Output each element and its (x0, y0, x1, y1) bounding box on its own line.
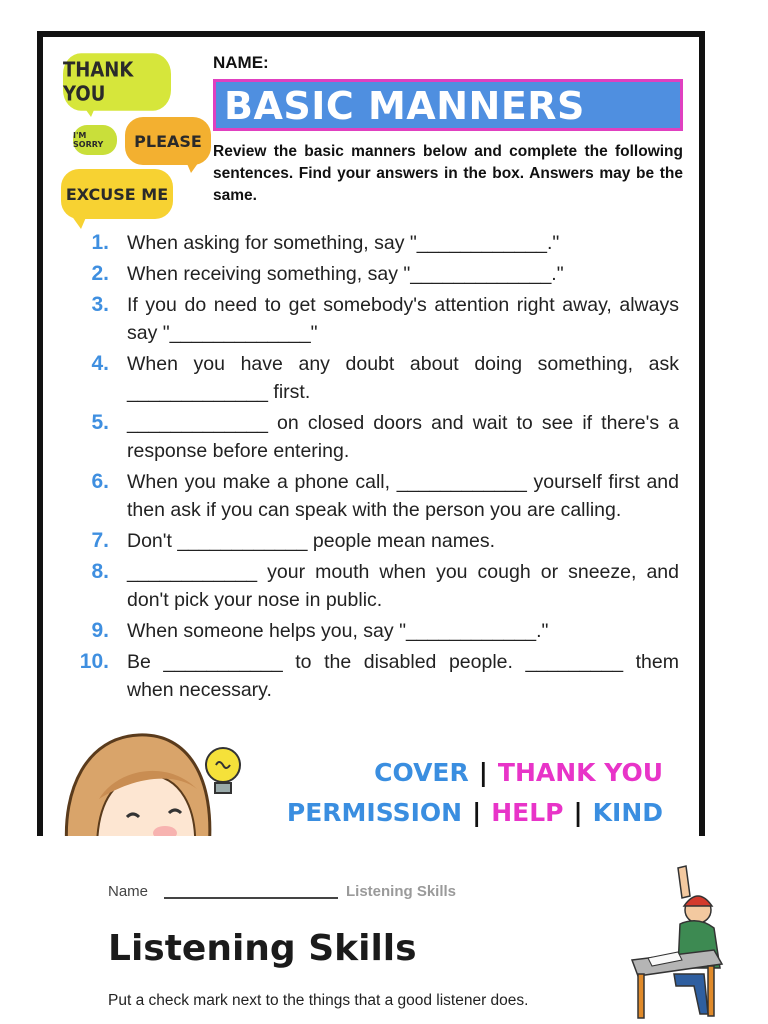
answer-row (203, 753, 663, 793)
name-label: Name (108, 883, 149, 900)
question-text: ____________ your mouth when you cough or sneeze, and don't pick your nose in public. (127, 561, 679, 611)
question-number: 9. (91, 619, 109, 642)
question-number: 7. (91, 529, 109, 552)
answer-box (203, 753, 663, 833)
question-text: Don't ____________ people mean names. (127, 530, 496, 552)
answer-row (203, 793, 663, 833)
answer-separator: | (472, 798, 482, 827)
page-title: BASIC MANNERS (224, 84, 585, 128)
answer-word: KIND (592, 798, 663, 827)
question-number: 4. (91, 352, 109, 375)
question-number: 2. (91, 262, 109, 285)
girl-illustration (57, 729, 217, 836)
name-label: NAME: (213, 53, 269, 72)
question-number: 1. (91, 231, 109, 254)
name-field-line[interactable] (164, 897, 338, 899)
question-item (67, 291, 679, 347)
question-item (67, 527, 679, 555)
question-number: 5. (91, 411, 109, 434)
question-text: _____________ on closed doors and wait to see if there's a response before entering. (127, 412, 679, 462)
question-text: When receiving something, say "_____________." (127, 263, 564, 285)
question-text: If you do need to get somebody's attention right away, always say "_____________" (127, 294, 679, 344)
question-text: When someone helps you, say "____________." (127, 620, 549, 642)
answer-word: THANK YOU (497, 758, 663, 787)
subject-label: Listening Skills (346, 883, 457, 900)
question-number: 3. (91, 293, 109, 316)
question-item (67, 229, 679, 257)
question-item (67, 468, 679, 524)
thank-you-bubble: THANK YOU (63, 53, 171, 111)
instructions: Put a check mark next to the things that a good listener does. (108, 992, 529, 1009)
student-raising-hand-illustration (626, 864, 728, 1024)
question-item (67, 558, 679, 614)
page-title: Listening Skills (108, 928, 417, 969)
question-text: When you have any doubt about doing something, ask _____________ first. (127, 353, 679, 403)
question-text: When you make a phone call, ____________ yourself first and then ask if you can speak with the person you are calling. (127, 471, 679, 521)
question-text: Be ___________ to the disabled people. _________ them when necessary. (127, 651, 679, 701)
question-item (67, 617, 679, 645)
speech-bubbles-illustration (57, 51, 207, 221)
question-item (67, 648, 679, 704)
question-number: 10. (79, 650, 109, 673)
question-item (67, 260, 679, 288)
answer-word: COVER (374, 758, 469, 787)
basic-manners-worksheet (37, 31, 705, 836)
please-bubble: PLEASE (125, 117, 211, 165)
instructions: Review the basic manners below and complete the following sentences. Find your answers in the box. Answers may be the same. (213, 143, 683, 204)
im-sorry-bubble: I'M SORRY (73, 125, 117, 155)
question-number: 8. (91, 560, 109, 583)
question-item (67, 409, 679, 465)
question-list (67, 229, 679, 707)
answer-word: PERMISSION (286, 798, 463, 827)
answer-separator: | (478, 758, 488, 787)
excuse-me-bubble: EXCUSE ME (61, 169, 173, 219)
answer-word: HELP (491, 798, 564, 827)
listening-skills-worksheet (0, 836, 768, 1024)
answer-separator: | (573, 798, 583, 827)
question-text: When asking for something, say "____________." (127, 232, 560, 254)
title-banner (213, 79, 683, 131)
question-item (67, 350, 679, 406)
question-number: 6. (91, 470, 109, 493)
